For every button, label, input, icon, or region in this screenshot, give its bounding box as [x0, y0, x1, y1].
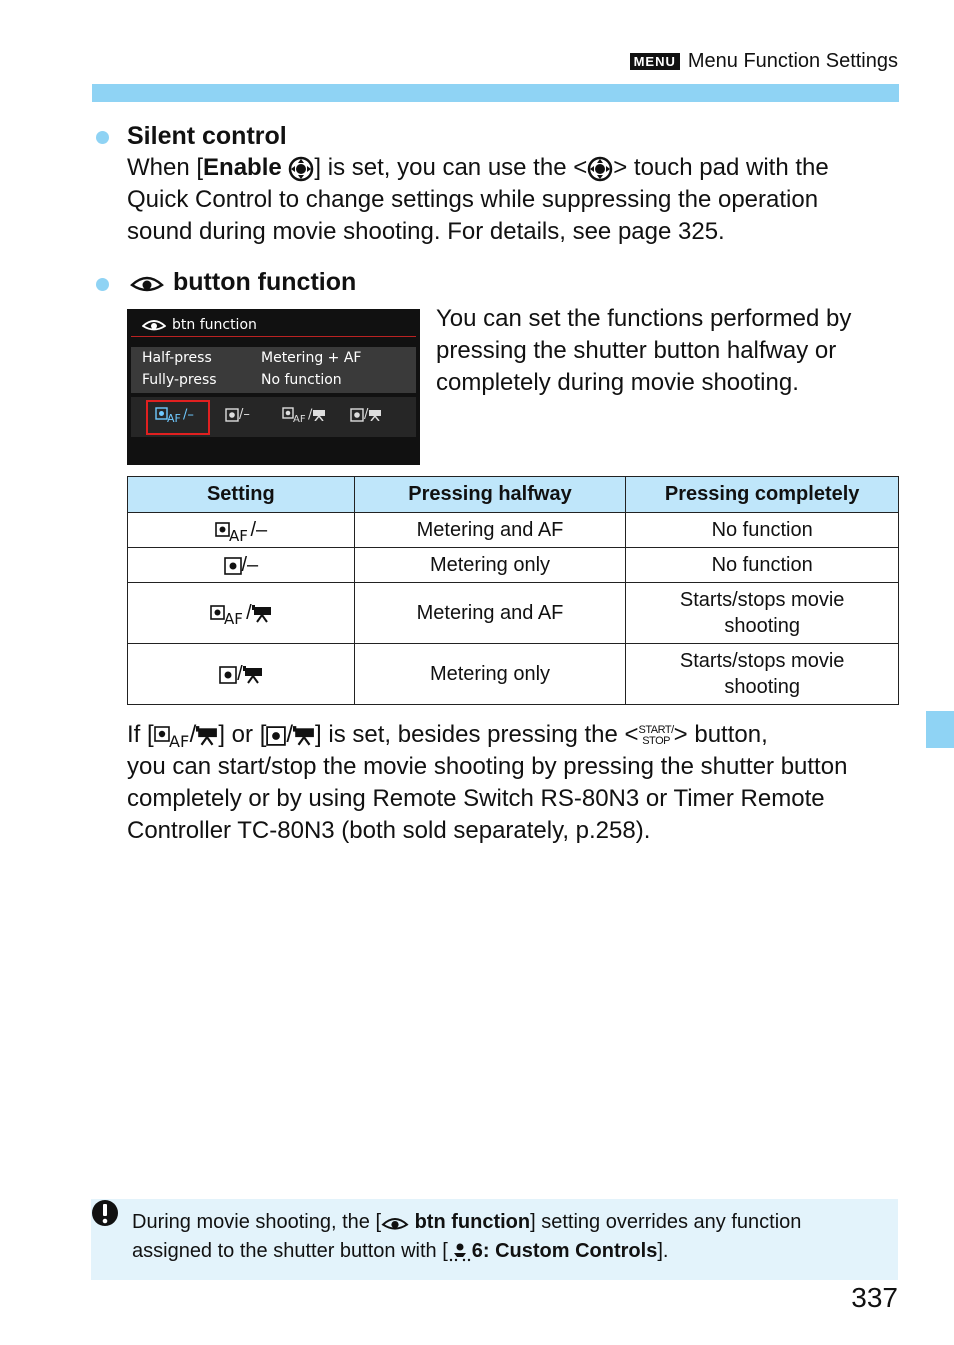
- chapter-tab: [926, 711, 954, 748]
- screen-title: btn function: [142, 317, 257, 333]
- bullet-icon: [96, 131, 109, 144]
- col-halfway: Pressing halfway: [354, 477, 626, 513]
- fully-press-label: Fully-press: [142, 372, 217, 388]
- metering-icon: [350, 408, 364, 422]
- button-function-text: You can set the functions performed by pressing the shutter button halfway or completely during movie shooting.: [436, 305, 852, 396]
- fully-press-value: No function: [261, 372, 342, 388]
- bullet-icon: [96, 278, 109, 291]
- svg-text:AF: AF: [168, 731, 189, 748]
- setting-cell: AF /: [128, 583, 355, 644]
- metering-eye-icon: [142, 318, 166, 332]
- svg-text:AF: AF: [224, 609, 243, 625]
- quick-control-dial-icon: [587, 156, 613, 182]
- table-row: AF / Metering and AF Starts/stops movie shooting: [128, 583, 899, 644]
- setting-cell: AF /–: [128, 513, 355, 548]
- movie-camera-icon: [293, 726, 315, 746]
- metering-icon: [266, 726, 286, 746]
- start-stop-text: If [ AF / ] or [ / ] is set, besides pressing the < START/ STOP > button, you can start/stop the movie shooting by pressing the shutter button completely or by using Remote Switch RS-80N3 or Timer Remote Controller TC-80N3 (both sold separately, p.258).: [127, 721, 848, 844]
- table-row: AF /– Metering and AF No function: [128, 513, 899, 548]
- svg-text:AF: AF: [167, 412, 181, 423]
- header-title: Menu Function Settings: [687, 50, 898, 72]
- option-metering-movie[interactable]: /: [350, 407, 382, 422]
- caution-text: During movie shooting, the [ btn function] setting overrides any function assigned to the shutter button with [ 6: Custom Controls].: [132, 1211, 802, 1262]
- settings-table: [127, 476, 899, 705]
- half-press-value: Metering + AF: [261, 350, 362, 366]
- running-header: [630, 50, 898, 73]
- movie-camera-icon: [252, 605, 272, 623]
- option-metering-only[interactable]: /–: [225, 407, 250, 422]
- metering-icon: [219, 666, 237, 684]
- option-metering-af[interactable]: AF /–: [155, 407, 194, 423]
- caution-icon: [91, 1199, 121, 1229]
- table-row: /– Metering only No function: [128, 548, 899, 583]
- table-header-row: [128, 477, 899, 513]
- setting-cell: /–: [128, 548, 355, 583]
- header-bar: [92, 84, 899, 102]
- movie-camera-icon: [312, 409, 326, 421]
- movie-camera-icon: [368, 409, 382, 421]
- table-row: / Metering only Starts/stops movie shooting: [128, 644, 899, 705]
- silent-control-title: Silent control: [127, 122, 287, 150]
- metering-eye-icon: [130, 273, 164, 293]
- movie-camera-icon: [196, 726, 218, 746]
- page-number: 337: [851, 1282, 898, 1313]
- metering-icon: [224, 557, 242, 575]
- metering-icon: [225, 408, 239, 422]
- metering-eye-icon: [381, 1215, 409, 1231]
- menu-badge: MENU: [630, 53, 680, 70]
- svg-text:AF: AF: [228, 526, 248, 542]
- custom-controls-icon: [448, 1242, 472, 1262]
- movie-camera-icon: [243, 666, 263, 684]
- start-stop-icon: START/ STOP: [638, 723, 674, 747]
- button-function-title: button function: [173, 268, 357, 296]
- half-press-label: Half-press: [142, 350, 212, 366]
- silent-control-text: When [Enable ] is set, you can use the < > touch pad with the Quick Control to change settings while suppressing the operation sound during movie shooting. For details, see page 325.: [127, 154, 829, 245]
- af-icon: [154, 724, 190, 748]
- selection-frame: [146, 400, 210, 435]
- col-completely: Pressing completely: [626, 477, 899, 513]
- af-icon: [215, 520, 251, 542]
- svg-text:AF: AF: [293, 414, 306, 423]
- camera-screen: [127, 309, 420, 465]
- af-icon: [282, 407, 308, 423]
- screen-divider: [131, 336, 416, 337]
- option-metering-af-movie[interactable]: AF /: [282, 407, 326, 423]
- quick-control-dial-icon: [288, 156, 314, 182]
- setting-cell: /: [128, 644, 355, 705]
- col-setting: Setting: [128, 477, 355, 513]
- af-icon: [210, 603, 246, 625]
